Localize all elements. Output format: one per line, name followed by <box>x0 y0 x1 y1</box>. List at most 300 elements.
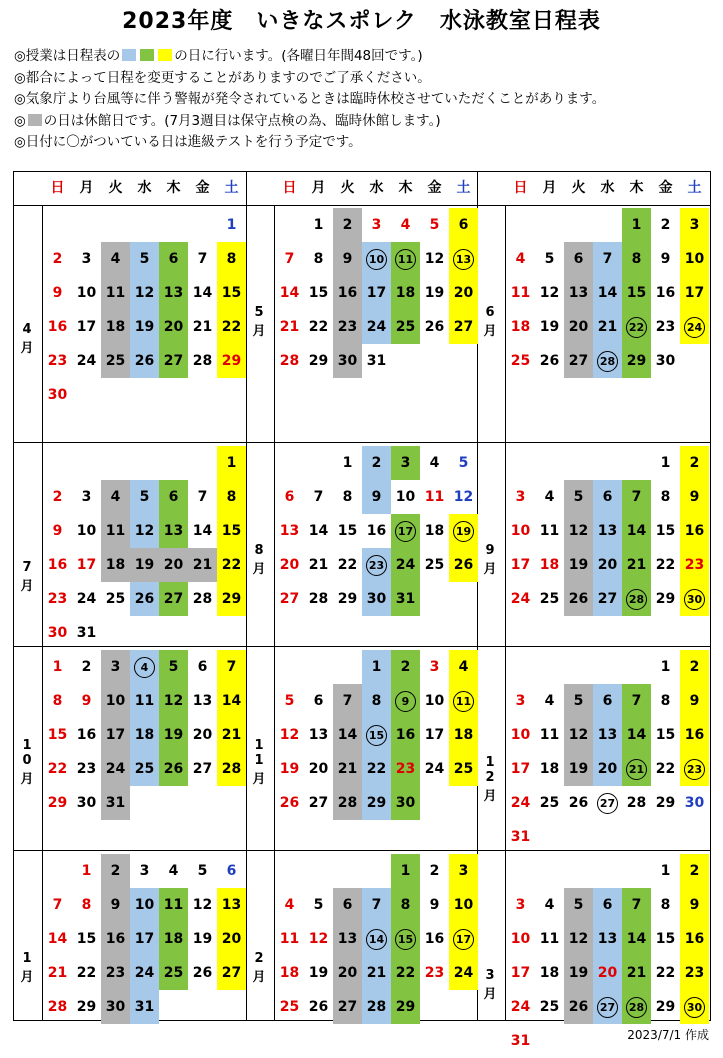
calendar-day: 19 <box>564 956 593 990</box>
calendar-day: 22 <box>655 761 676 777</box>
calendar-day: 13 <box>449 242 478 276</box>
calendar-day: 13 <box>279 523 300 539</box>
calendar-day: 17 <box>76 557 97 573</box>
calendar-day: 3 <box>680 208 709 242</box>
calendar-day: 12 <box>424 251 445 267</box>
calendar-day: 9 <box>52 523 63 539</box>
calendar-day: 26 <box>568 795 589 811</box>
month-label: 1 2 月 <box>483 755 497 804</box>
calendar-day: 11 <box>159 888 188 922</box>
calendar-day: 29 <box>655 999 676 1015</box>
calendar-day: 1 <box>342 455 353 471</box>
calendar-day: 7 <box>333 684 362 718</box>
calendar-day: 29 <box>217 344 246 378</box>
calendar-day: 13 <box>192 693 213 709</box>
calendar-day: 23 <box>655 319 676 335</box>
calendar-day: 19 <box>449 514 478 548</box>
calendar-day: 25 <box>539 999 560 1015</box>
weekday-header: 金 <box>658 180 673 196</box>
calendar-day: 24 <box>362 310 391 344</box>
calendar-day: 24 <box>424 761 445 777</box>
calendar-day: 3 <box>139 863 150 879</box>
calendar-day: 25 <box>159 956 188 990</box>
calendar-day: 23 <box>680 752 709 786</box>
notes <box>14 46 714 154</box>
calendar-day: 6 <box>313 693 324 709</box>
calendar-day: 20 <box>308 761 329 777</box>
calendar-day: 30 <box>47 625 68 641</box>
calendar-day: 2 <box>52 489 63 505</box>
calendar-day: 12 <box>453 489 474 505</box>
created-date: 2023/7/1 作成 <box>627 1028 709 1042</box>
calendar-day: 4 <box>101 480 130 514</box>
calendar-day: 14 <box>192 285 213 301</box>
calendar-day: 26 <box>192 965 213 981</box>
calendar-day: 22 <box>362 752 391 786</box>
calendar-day: 10 <box>680 242 709 276</box>
calendar-day: 28 <box>217 752 246 786</box>
calendar-day: 22 <box>76 965 97 981</box>
calendar-day: 15 <box>76 931 97 947</box>
calendar-day: 14 <box>217 684 246 718</box>
calendar-day: 15 <box>217 276 246 310</box>
calendar-day: 23 <box>101 956 130 990</box>
calendar-day: 31 <box>130 990 159 1024</box>
calendar-day: 24 <box>130 956 159 990</box>
calendar-day: 3 <box>449 854 478 888</box>
calendar-day: 30 <box>684 795 705 811</box>
calendar-day: 19 <box>279 761 300 777</box>
calendar-day: 17 <box>362 276 391 310</box>
calendar-day: 26 <box>130 582 159 616</box>
calendar-day: 13 <box>159 276 188 310</box>
calendar-day: 8 <box>313 251 324 267</box>
calendar-day: 27 <box>333 990 362 1024</box>
calendar-day: 20 <box>593 548 622 582</box>
calendar-day: 4 <box>544 693 555 709</box>
calendar-day: 9 <box>680 480 709 514</box>
page-title: 2023年度 いきなスポレク 水泳教室日程表 <box>122 9 601 34</box>
calendar-day: 25 <box>105 591 126 607</box>
calendar-day: 5 <box>130 480 159 514</box>
calendar-day: 31 <box>391 582 420 616</box>
calendar-day: 11 <box>539 523 560 539</box>
calendar-day: 28 <box>362 990 391 1024</box>
calendar-day: 30 <box>655 353 676 369</box>
calendar-day: 26 <box>449 548 478 582</box>
legend-gray <box>28 114 42 126</box>
month-label: 2 月 <box>252 951 266 985</box>
calendar-day: 29 <box>655 795 676 811</box>
calendar-day: 4 <box>449 650 478 684</box>
weekday-header: 土 <box>224 180 239 196</box>
calendar-day: 6 <box>333 888 362 922</box>
calendar-day: 26 <box>424 319 445 335</box>
calendar-day: 23 <box>333 310 362 344</box>
calendar-day: 11 <box>539 931 560 947</box>
calendar-day: 25 <box>449 752 478 786</box>
calendar-day: 25 <box>539 591 560 607</box>
calendar-day: 2 <box>680 854 709 888</box>
calendar-day: 4 <box>284 897 295 913</box>
calendar-day: 16 <box>47 319 68 335</box>
calendar-day: 22 <box>217 548 246 582</box>
calendar-day: 10 <box>76 523 97 539</box>
calendar-day: 20 <box>159 548 188 582</box>
grid-line <box>14 850 710 851</box>
calendar-day: 5 <box>284 693 295 709</box>
calendar-day: 7 <box>197 251 208 267</box>
calendar-day: 24 <box>391 548 420 582</box>
calendar-day: 30 <box>680 582 709 616</box>
calendar-day: 26 <box>279 795 300 811</box>
calendar-day: 10 <box>424 693 445 709</box>
calendar-day: 3 <box>81 489 92 505</box>
calendar-day: 3 <box>429 659 440 675</box>
calendar-day: 30 <box>391 786 420 820</box>
calendar-day: 21 <box>217 718 246 752</box>
calendar-day: 27 <box>308 795 329 811</box>
weekday-header: 火 <box>571 180 586 196</box>
weekday-header: 金 <box>195 180 210 196</box>
calendar-day: 13 <box>564 276 593 310</box>
calendar-day: 8 <box>660 489 671 505</box>
month-label: 9 月 <box>483 543 497 577</box>
calendar-day: 25 <box>130 752 159 786</box>
calendar-day: 15 <box>362 718 391 752</box>
calendar-day: 14 <box>593 276 622 310</box>
calendar-day: 6 <box>284 489 295 505</box>
calendar-day: 10 <box>449 888 478 922</box>
calendar-day: 9 <box>333 242 362 276</box>
calendar-day: 18 <box>449 718 478 752</box>
calendar-day: 20 <box>449 276 478 310</box>
calendar-day: 31 <box>510 1033 531 1049</box>
calendar-day: 7 <box>284 251 295 267</box>
calendar-day: 22 <box>308 319 329 335</box>
calendar-day: 1 <box>362 650 391 684</box>
calendar-day: 7 <box>622 480 651 514</box>
calendar-day: 6 <box>197 659 208 675</box>
calendar-day: 1 <box>313 217 324 233</box>
calendar-day: 13 <box>593 922 622 956</box>
calendar-day: 1 <box>81 863 92 879</box>
calendar-day: 19 <box>130 548 159 582</box>
calendar-day: 25 <box>101 344 130 378</box>
calendar-day: 24 <box>101 752 130 786</box>
calendar-day: 6 <box>449 208 478 242</box>
calendar-day: 26 <box>564 990 593 1024</box>
calendar-day: 1 <box>226 217 237 233</box>
calendar-day: 21 <box>622 548 651 582</box>
calendar-day: 12 <box>279 727 300 743</box>
calendar-day: 17 <box>510 761 531 777</box>
note-class-days <box>14 46 714 68</box>
calendar-day: 16 <box>366 523 387 539</box>
calendar-day: 5 <box>564 888 593 922</box>
calendar-day: 9 <box>362 480 391 514</box>
calendar-day: 21 <box>593 310 622 344</box>
calendar-day: 27 <box>593 990 622 1024</box>
calendar-day: 10 <box>395 489 416 505</box>
calendar-day: 6 <box>593 684 622 718</box>
note-1-pre: ◎授業は日程表の <box>14 48 121 64</box>
note-closed-days <box>14 111 714 133</box>
calendar-day: 20 <box>564 310 593 344</box>
calendar-day: 18 <box>101 548 130 582</box>
calendar-day: 10 <box>510 931 531 947</box>
calendar-day: 18 <box>391 276 420 310</box>
calendar-day: 25 <box>279 999 300 1015</box>
calendar-day: 18 <box>159 922 188 956</box>
calendar-day: 16 <box>424 931 445 947</box>
calendar-day: 11 <box>279 931 300 947</box>
calendar-day: 23 <box>680 956 709 990</box>
calendar-day: 19 <box>424 285 445 301</box>
calendar-day: 13 <box>593 514 622 548</box>
calendar-day: 21 <box>622 752 651 786</box>
calendar-day: 19 <box>192 931 213 947</box>
weekday-header: 月 <box>311 180 326 196</box>
calendar-day: 3 <box>391 446 420 480</box>
calendar-day: 29 <box>308 353 329 369</box>
calendar-day: 9 <box>660 251 671 267</box>
month-label: 3 月 <box>483 968 497 1002</box>
calendar-day: 23 <box>76 761 97 777</box>
calendar-day: 20 <box>333 956 362 990</box>
calendar-day: 8 <box>362 684 391 718</box>
month-label: 8 月 <box>252 543 266 577</box>
calendar-day: 22 <box>217 310 246 344</box>
calendar-day: 23 <box>47 591 68 607</box>
calendar-day: 9 <box>680 888 709 922</box>
weekday-header: 月 <box>79 180 94 196</box>
calendar-day: 28 <box>622 990 651 1024</box>
calendar-day: 20 <box>217 922 246 956</box>
calendar-day: 30 <box>362 582 391 616</box>
calendar-day: 8 <box>81 897 92 913</box>
calendar-day: 5 <box>544 251 555 267</box>
calendar-day: 27 <box>564 344 593 378</box>
weekday-header: 火 <box>340 180 355 196</box>
calendar-day: 28 <box>308 591 329 607</box>
calendar-day: 23 <box>391 752 420 786</box>
calendar-day: 19 <box>564 752 593 786</box>
calendar-day: 12 <box>539 285 560 301</box>
calendar-day: 10 <box>130 888 159 922</box>
calendar-day: 29 <box>217 582 246 616</box>
calendar-day: 28 <box>333 786 362 820</box>
calendar-day: 14 <box>622 922 651 956</box>
calendar-day: 28 <box>192 353 213 369</box>
calendar-day: 11 <box>391 242 420 276</box>
calendar-day: 14 <box>192 523 213 539</box>
calendar-day: 12 <box>130 276 159 310</box>
calendar-day: 19 <box>159 718 188 752</box>
month-label: 1 1 月 <box>252 738 266 787</box>
calendar-day: 20 <box>593 956 622 990</box>
month-label: 5 月 <box>252 305 266 339</box>
calendar-day: 17 <box>130 922 159 956</box>
legend-blue <box>122 49 136 61</box>
note-4-post: の日は休館日です。(7月3週目は保守点検の為、臨時休館します。) <box>43 112 441 129</box>
weekday-header: 木 <box>629 180 644 196</box>
calendar-day: 6 <box>159 480 188 514</box>
calendar-day: 6 <box>159 242 188 276</box>
calendar-day: 1 <box>660 455 671 471</box>
calendar-day: 12 <box>564 718 593 752</box>
calendar-day: 15 <box>655 523 676 539</box>
calendar-day: 8 <box>342 489 353 505</box>
calendar-day: 17 <box>449 922 478 956</box>
weekday-header: 金 <box>427 180 442 196</box>
calendar-day: 15 <box>655 931 676 947</box>
calendar-day: 23 <box>424 965 445 981</box>
calendar-day: 21 <box>47 965 68 981</box>
calendar-day: 21 <box>188 548 217 582</box>
calendar-day: 12 <box>564 514 593 548</box>
weekday-header: 月 <box>542 180 557 196</box>
month-label: 1 0 月 <box>20 738 34 787</box>
calendar-day: 1 <box>391 854 420 888</box>
calendar-day: 28 <box>279 353 300 369</box>
calendar-day: 14 <box>279 285 300 301</box>
calendar-day: 17 <box>76 319 97 335</box>
weekday-header: 木 <box>166 180 181 196</box>
calendar-day: 14 <box>308 523 329 539</box>
calendar-day: 26 <box>159 752 188 786</box>
calendar-day: 17 <box>391 514 420 548</box>
calendar-day: 16 <box>680 718 709 752</box>
calendar-day: 4 <box>400 217 411 233</box>
calendar-day: 4 <box>515 251 526 267</box>
calendar-day: 29 <box>655 591 676 607</box>
calendar-day: 22 <box>391 956 420 990</box>
calendar-day: 19 <box>564 548 593 582</box>
calendar-day: 7 <box>622 888 651 922</box>
calendar-day: 19 <box>539 319 560 335</box>
month-label: 6 月 <box>483 305 497 339</box>
legend-yellow <box>158 49 172 61</box>
calendar-day: 21 <box>333 752 362 786</box>
calendar-day: 16 <box>391 718 420 752</box>
calendar-day: 8 <box>52 693 63 709</box>
calendar-day: 12 <box>130 514 159 548</box>
note-1-post: の日に行います。(各曜日年間48回です。) <box>174 48 423 64</box>
calendar-day: 8 <box>622 242 651 276</box>
calendar-day: 9 <box>81 693 92 709</box>
calendar-day: 8 <box>660 693 671 709</box>
calendar-day: 14 <box>362 922 391 956</box>
calendar-day: 14 <box>333 718 362 752</box>
calendar-day: 4 <box>544 897 555 913</box>
calendar-day: 2 <box>52 251 63 267</box>
calendar-day: 15 <box>622 276 651 310</box>
calendar-day: 2 <box>391 650 420 684</box>
calendar-day: 21 <box>362 956 391 990</box>
calendar-day: 29 <box>47 795 68 811</box>
calendar-day: 12 <box>564 922 593 956</box>
weekday-header: 日 <box>282 180 297 196</box>
calendar-day: 9 <box>52 285 63 301</box>
calendar-day: 14 <box>47 931 68 947</box>
calendar-day: 5 <box>458 455 469 471</box>
calendar-day: 29 <box>391 990 420 1024</box>
calendar-day: 29 <box>362 786 391 820</box>
calendar-day: 19 <box>130 310 159 344</box>
calendar-day: 8 <box>217 480 246 514</box>
calendar-day: 5 <box>159 650 188 684</box>
calendar-day: 4 <box>130 650 159 684</box>
weekday-header: 土 <box>456 180 471 196</box>
calendar-day: 9 <box>680 684 709 718</box>
calendar-day: 1 <box>217 446 246 480</box>
calendar-day: 30 <box>47 387 68 403</box>
calendar-day: 21 <box>308 557 329 573</box>
calendar-day: 25 <box>424 557 445 573</box>
calendar-day: 13 <box>217 888 246 922</box>
calendar-day: 15 <box>655 727 676 743</box>
calendar-day: 27 <box>449 310 478 344</box>
calendar-day: 10 <box>510 727 531 743</box>
calendar-day: 22 <box>47 761 68 777</box>
calendar-day: 31 <box>76 625 97 641</box>
calendar-day: 6 <box>226 863 237 879</box>
calendar-day: 31 <box>366 353 387 369</box>
calendar-day: 28 <box>47 999 68 1015</box>
grid-line <box>246 172 247 1020</box>
calendar-day: 22 <box>622 310 651 344</box>
calendar-day: 9 <box>429 897 440 913</box>
calendar-day: 3 <box>515 897 526 913</box>
calendar-day: 17 <box>680 276 709 310</box>
calendar-day: 13 <box>333 922 362 956</box>
calendar-day: 18 <box>101 310 130 344</box>
calendar-day: 29 <box>337 591 358 607</box>
grid-line <box>14 442 710 443</box>
calendar-day: 18 <box>539 761 560 777</box>
calendar-day: 7 <box>313 489 324 505</box>
calendar-day: 9 <box>101 888 130 922</box>
calendar-day: 1 <box>622 208 651 242</box>
calendar-day: 11 <box>424 489 445 505</box>
calendar-day: 5 <box>564 480 593 514</box>
calendar-day: 22 <box>337 557 358 573</box>
calendar-day: 24 <box>76 353 97 369</box>
calendar-day: 16 <box>47 557 68 573</box>
legend-green <box>140 49 154 61</box>
calendar-day: 8 <box>217 242 246 276</box>
calendar-day: 30 <box>680 990 709 1024</box>
calendar-day: 7 <box>593 242 622 276</box>
calendar-day: 21 <box>192 319 213 335</box>
calendar-day: 13 <box>159 514 188 548</box>
calendar-day: 9 <box>391 684 420 718</box>
calendar-day: 19 <box>308 965 329 981</box>
calendar-day: 14 <box>622 514 651 548</box>
calendar-day: 4 <box>101 242 130 276</box>
weekday-header: 水 <box>137 180 152 196</box>
calendar-day: 12 <box>159 684 188 718</box>
calendar-day: 25 <box>510 353 531 369</box>
calendar-day: 14 <box>622 718 651 752</box>
calendar-day: 18 <box>279 965 300 981</box>
calendar-day: 23 <box>362 548 391 582</box>
calendar-day: 16 <box>680 514 709 548</box>
calendar-day: 2 <box>81 659 92 675</box>
calendar-day: 24 <box>449 956 478 990</box>
calendar-day: 10 <box>101 684 130 718</box>
